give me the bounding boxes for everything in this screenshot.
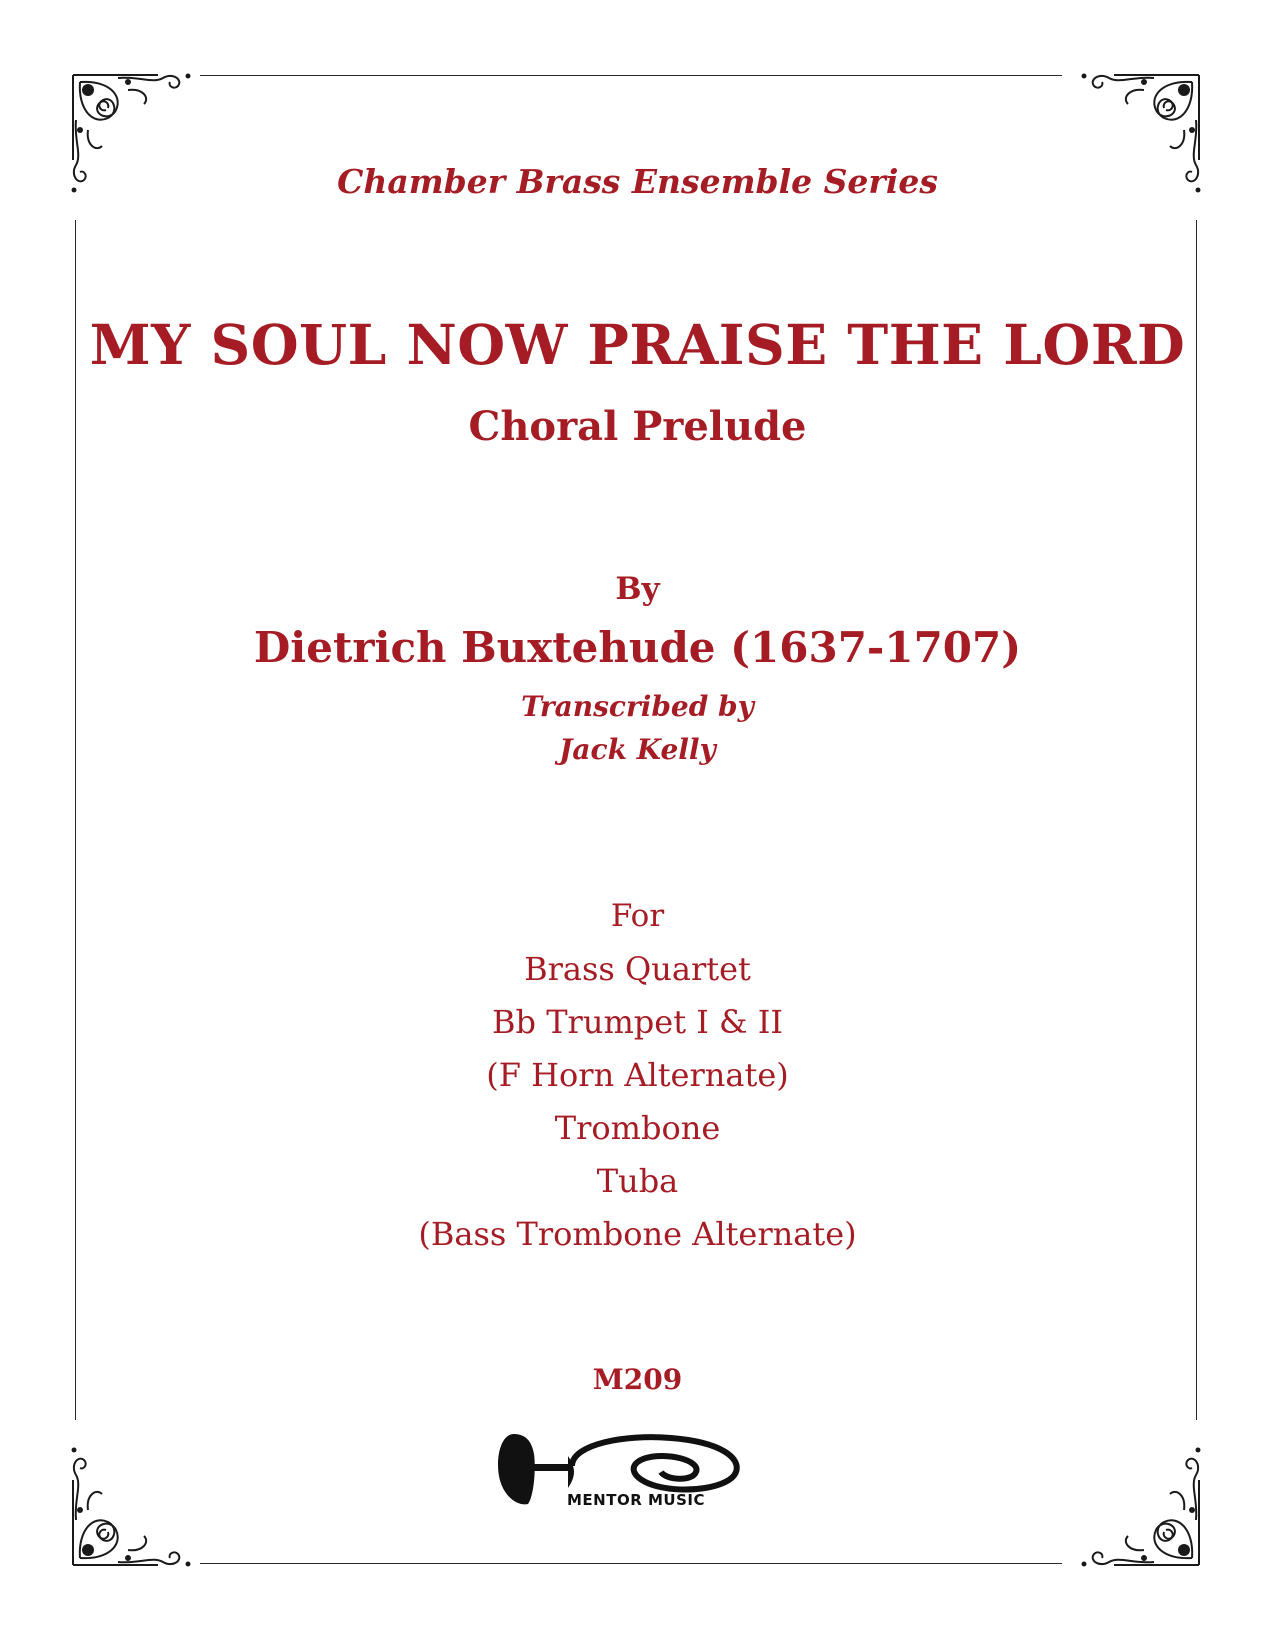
frame-top-line	[200, 75, 1062, 76]
mentor-music-logo-icon	[496, 1428, 776, 1538]
transcriber-name: Jack Kelly	[559, 733, 716, 766]
by-label: By	[615, 571, 660, 607]
instrumentation-item: Bb Trumpet I & II	[492, 1003, 783, 1041]
corner-ornament-bottom-left-icon	[68, 1420, 218, 1570]
composer-name: Dietrich Buxtehude (1637-1707)	[253, 623, 1022, 672]
instrumentation-item: Brass Quartet	[524, 950, 751, 988]
frame-bottom-line	[200, 1563, 1062, 1564]
transcribed-label: Transcribed by	[521, 690, 754, 723]
series-title: Chamber Brass Ensemble Series	[337, 162, 938, 201]
instrumentation-item: Tuba	[596, 1162, 679, 1200]
instrumentation-item: (F Horn Alternate)	[486, 1056, 789, 1094]
page-title: MY SOUL NOW PRAISE THE LORD	[89, 312, 1186, 377]
instrumentation-item: Trombone	[554, 1109, 721, 1147]
instrumentation-item: (Bass Trombone Alternate)	[418, 1215, 857, 1253]
page-subtitle: Choral Prelude	[468, 403, 807, 450]
for-label: For	[610, 898, 665, 934]
corner-ornament-bottom-right-icon	[1054, 1420, 1204, 1570]
publisher-name: MENTOR MUSIC	[567, 1491, 705, 1509]
catalog-number: M209	[592, 1363, 683, 1396]
